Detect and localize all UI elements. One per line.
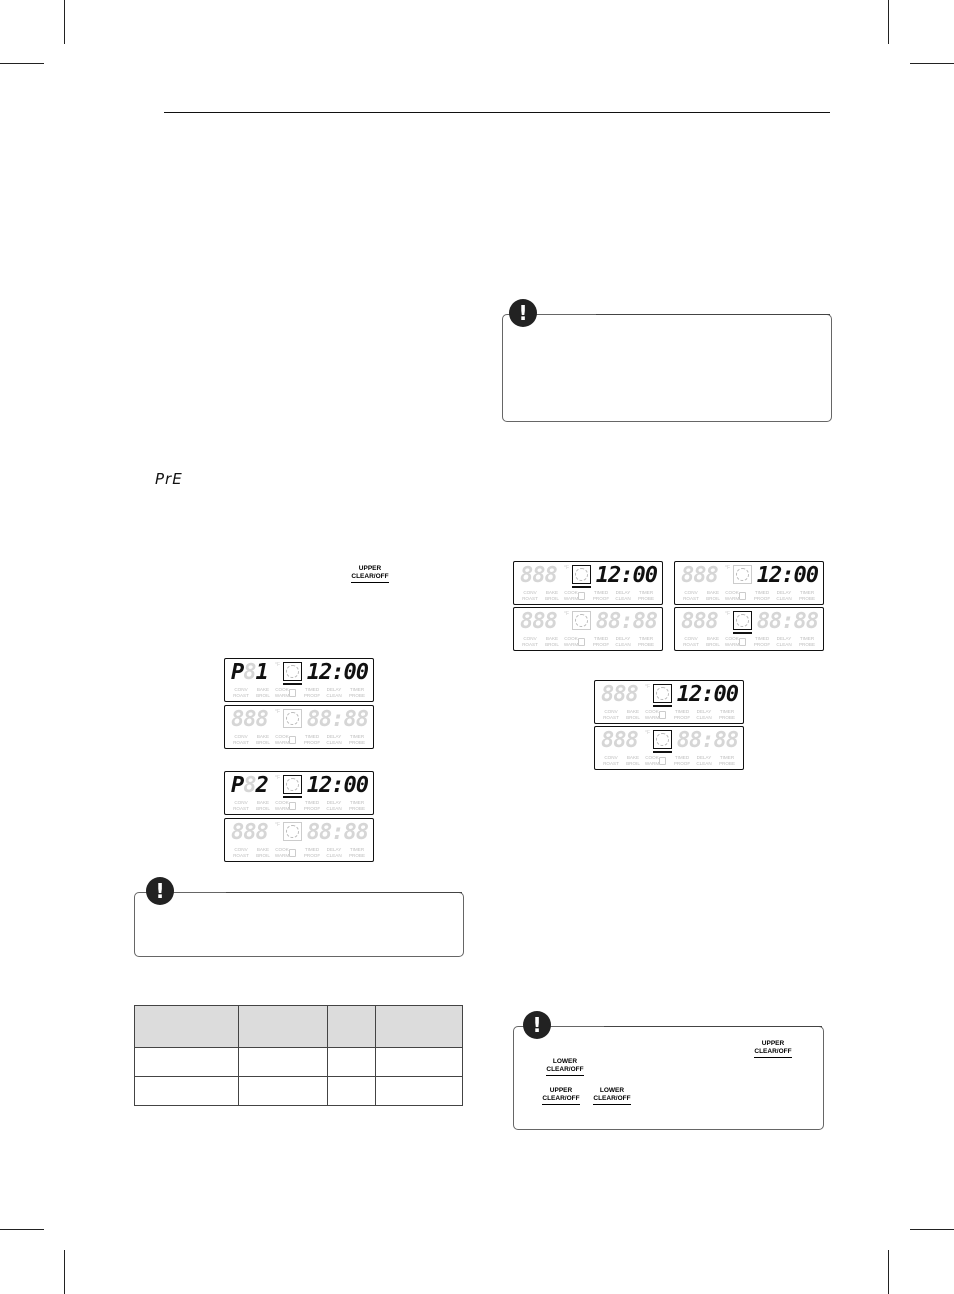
lcd-time: 12:00	[306, 773, 368, 798]
crop-mark	[0, 63, 44, 64]
fan-icon	[733, 565, 752, 584]
note-rule	[596, 314, 830, 315]
table-row	[135, 1077, 463, 1106]
lcd-program: P81	[231, 660, 268, 685]
lcd-display-warm-a-upper: 888 °F 12:00 CONV ROAST BAKE BROIL COOK WARM TIMED PROOF DELAY CLEAN TIMER PROBE	[513, 561, 663, 605]
note-icon: !	[146, 877, 174, 905]
crop-mark	[64, 1250, 65, 1294]
table-row	[135, 1048, 463, 1077]
note-icon: !	[509, 299, 537, 327]
crop-mark	[0, 1229, 44, 1230]
lcd-display-p2-lower: 888 °F 88:88 CONV ROAST BAKE BROIL COOK WARM TIMED PROOF DELAY CLEAN TIMER PROBE	[224, 818, 374, 862]
lower-clear-off-key: LOWER CLEAR/OFF	[545, 1058, 585, 1076]
upper-clear-off-key	[350, 565, 390, 583]
fan-icon	[572, 611, 591, 630]
key-top-label: UPPER	[358, 565, 382, 572]
crop-mark	[910, 1229, 954, 1230]
fan-icon	[283, 709, 302, 728]
data-table	[134, 1005, 463, 1106]
crop-mark	[888, 0, 889, 44]
lcd-display-p1-lower: 888 °F 88:88 CONV ROAST BAKE BROIL COOK WARM TIMED PROOF DELAY CLEAN TIMER PROBE	[224, 705, 374, 749]
lcd-time: 12:00	[306, 660, 368, 685]
fan-icon	[283, 662, 302, 681]
note-box-left	[134, 892, 464, 957]
note-box-right-top	[502, 314, 832, 422]
crop-mark	[910, 63, 954, 64]
lcd-program: P82	[231, 773, 268, 798]
lcd-display-warm-b-upper: 888 °F 12:00 CONV ROAST BAKE BROIL COOK WARM TIMED PROOF DELAY CLEAN TIMER PROBE	[674, 561, 824, 605]
key-bottom-label: CLEAR/OFF	[351, 573, 388, 583]
upper-clear-off-key: UPPER CLEAR/OFF	[753, 1040, 793, 1058]
fan-icon	[283, 775, 302, 794]
fan-icon	[283, 822, 302, 841]
lcd-display-warm-a-lower: 888 °F 88:88 CONV ROAST BAKE BROIL COOK WARM TIMED PROOF DELAY CLEAN TIMER PROBE	[513, 607, 663, 651]
fan-icon	[653, 684, 672, 703]
lcd-display-warm-b-lower: 888 °F 88:88 CONV ROAST BAKE BROIL COOK WARM TIMED PROOF DELAY CLEAN TIMER PROBE	[674, 607, 824, 651]
crop-mark	[64, 0, 65, 44]
preheat-code: PrE	[155, 470, 183, 488]
table-header-row	[135, 1006, 463, 1048]
lcd-display-p1-upper: P81 °F 12:00 CONV ROAST BAKE BROIL COOK WARM TIMED PROOF DELAY CLEAN TIMER PROBE	[224, 658, 374, 702]
note-rule	[604, 1026, 822, 1027]
lcd-display-p2-upper: P82 °F 12:00 CONV ROAST BAKE BROIL COOK WARM TIMED PROOF DELAY CLEAN TIMER PROBE	[224, 771, 374, 815]
fan-icon	[733, 611, 752, 630]
upper-clear-off-key: UPPER CLEAR/OFF	[541, 1087, 581, 1105]
lcd-display-warm-c-upper: 888 °F 12:00 CONV ROAST BAKE BROIL COOK WARM TIMED PROOF DELAY CLEAN TIMER PROBE	[594, 680, 744, 724]
fan-icon	[653, 730, 672, 749]
crop-mark	[888, 1250, 889, 1294]
lcd-display-warm-c-lower: 888 °F 88:88 CONV ROAST BAKE BROIL COOK WARM TIMED PROOF DELAY CLEAN TIMER PROBE	[594, 726, 744, 770]
lower-clear-off-key: LOWER CLEAR/OFF	[592, 1087, 632, 1105]
note-icon: !	[523, 1011, 551, 1039]
note-rule	[226, 892, 462, 893]
fan-icon	[572, 565, 591, 584]
header-rule	[164, 112, 830, 113]
